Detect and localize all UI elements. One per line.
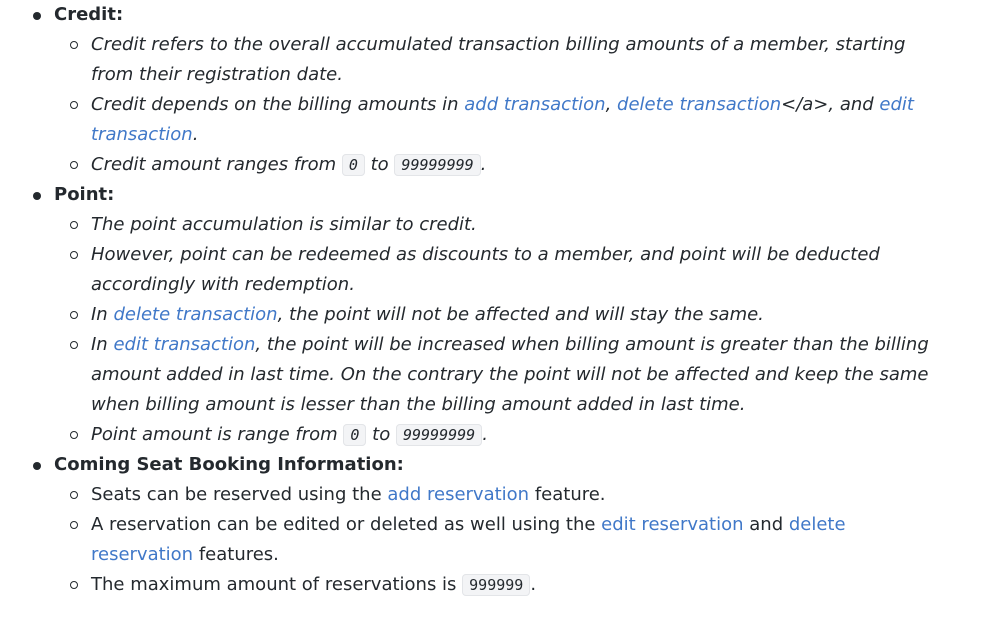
credit-definition-text: Credit refers to the overall accumulated transaction billing amounts of a member, starting from their registration date.: [91, 34, 906, 85]
text: to: [364, 154, 395, 175]
stray-anchor-tag-text: </a>, and: [781, 94, 880, 115]
text: , the point will not be affected and will stay the same.: [277, 304, 764, 325]
edit-transaction-link[interactable]: edit transaction: [113, 334, 256, 355]
seat-item-edit-delete: [91, 510, 941, 570]
text: The maximum amount of reservations is: [91, 574, 463, 595]
point-item-edit: [91, 330, 941, 420]
credit-max-code: 99999999: [394, 154, 480, 176]
seat-item-add: [91, 480, 941, 510]
text: .: [480, 154, 487, 175]
text: In: [91, 334, 114, 355]
seat-booking-sublist: [54, 480, 989, 600]
delete-transaction-link[interactable]: delete transaction: [113, 304, 278, 325]
text: In: [91, 304, 114, 325]
edit-transaction-link[interactable]: edit transaction: [91, 94, 914, 145]
seat-booking-heading: Coming Seat Booking Information:: [54, 454, 404, 475]
text: , the point will be increased when billing amount is greater than the billing amount added in last time. On the contrary the point will not be affected and keep the same when billing amount is lesser than the billing amount added in last time.: [91, 334, 929, 415]
add-transaction-link[interactable]: add transaction: [464, 94, 606, 115]
delete-transaction-link[interactable]: delete transaction: [617, 94, 782, 115]
credit-section: [54, 0, 989, 180]
point-sublist: [54, 210, 989, 450]
point-item-similarity: [91, 210, 941, 240]
text: to: [366, 424, 396, 445]
credit-item-definition: [91, 30, 941, 90]
credit-min-code: 0: [342, 154, 365, 176]
text: features.: [193, 544, 279, 565]
point-item-redemption: [91, 240, 941, 300]
text: Credit amount ranges from: [91, 154, 342, 175]
seat-item-max: [91, 570, 941, 600]
point-heading: Point:: [54, 184, 115, 205]
add-reservation-link[interactable]: add reservation: [387, 484, 530, 505]
text: feature.: [529, 484, 606, 505]
text: ,: [605, 94, 618, 115]
seat-booking-section: [54, 450, 989, 600]
point-item-delete: [91, 300, 941, 330]
text: Seats can be reserved using the: [91, 484, 388, 505]
reservation-max-code: 999999: [462, 574, 530, 596]
credit-item-range: [91, 150, 941, 180]
credit-heading: Credit:: [54, 4, 124, 25]
credit-item-dependencies: [91, 90, 941, 150]
point-item-range: [91, 420, 941, 450]
edit-reservation-link[interactable]: edit reservation: [601, 514, 744, 535]
point-section: [54, 180, 989, 450]
text: .: [482, 424, 488, 445]
text: and: [743, 514, 789, 535]
text: Credit depends on the billing amounts in: [91, 94, 465, 115]
delete-reservation-link[interactable]: delete reservation: [91, 514, 846, 565]
text: A reservation can be edited or deleted as well using the: [91, 514, 602, 535]
point-min-code: 0: [343, 424, 366, 446]
text: Point amount is range from: [91, 424, 344, 445]
text: .: [530, 574, 537, 595]
point-max-code: 99999999: [396, 424, 482, 446]
credit-sublist: [54, 30, 989, 180]
text: .: [192, 124, 199, 145]
text: The point accumulation is similar to credit.: [91, 214, 477, 235]
text: However, point can be redeemed as discounts to a member, and point will be deducted accordingly with redemption.: [91, 244, 880, 295]
